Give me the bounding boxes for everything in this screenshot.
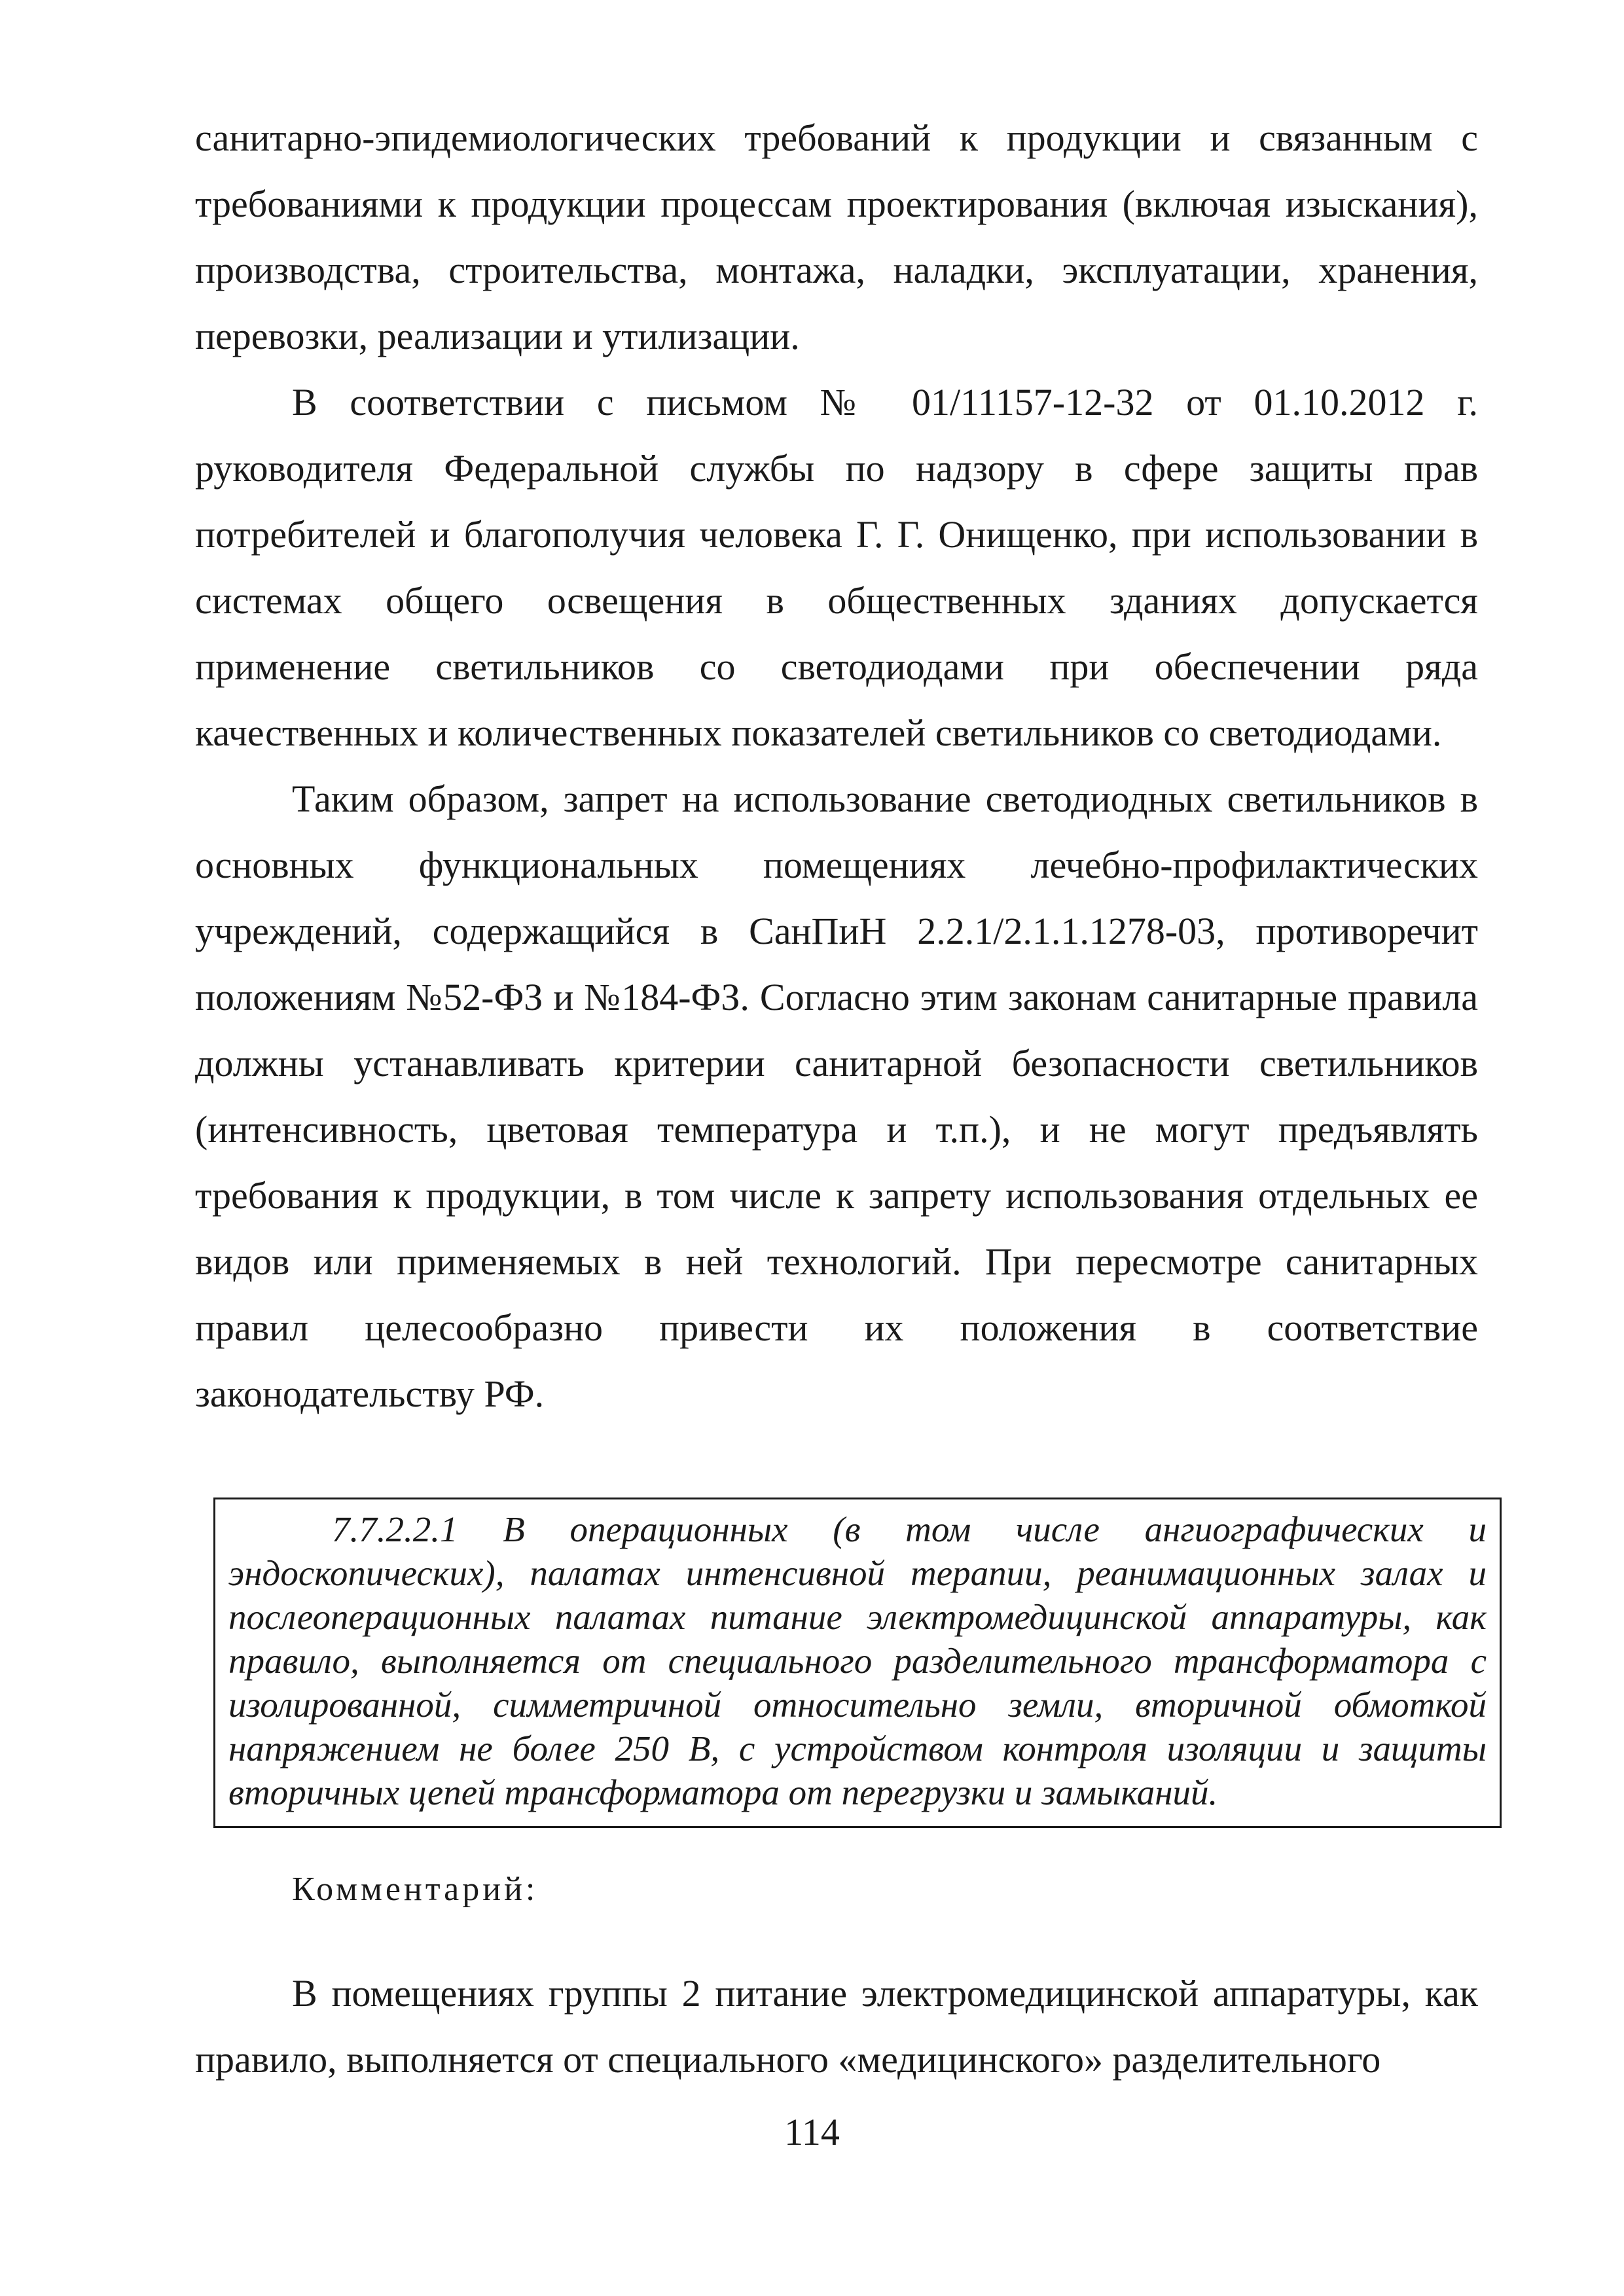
page-content (195, 105, 1487, 2092)
regulation-quote-text: 7.7.2.2.1 В операционных (в том числе ангиографических и эндоскопических), палатах интенсивной терапии, реанимационных залах и послеоперационных палатах питание электромедицинской аппаратуры, как правило, выполняется от специального разделительного трансформатора с изолированной, симметричной относительно земли, вторичной обмоткой напряжением не более 250 В, с устройством контроля изоляции и защиты вторичных цепей трансформатора от перегрузки и замыканий. (228, 1509, 1487, 1812)
paragraph-conclusion: Таким образом, запрет на использование светодиодных светильников в основных функциональных помещениях лечебно-профилактических учреждений, содержащийся в СанПиН 2.2.1/2.1.1.1278-03, противоречит положениям №52-ФЗ и №184-ФЗ. Согласно этим законам санитарные правила должны устанавливать критерии санитарной безопасности светильников (интенсивность, цветовая температура и т.п.), и не могут предъявлять требования к продукции, в том числе к запрету использования отдельных ее видов или применяемых в ней технологий. При пересмотре санитарных правил целесообразно привести их положения в соответствие законодательству РФ. (195, 778, 1478, 1415)
regulation-quote-box (213, 1498, 1502, 1828)
comment-heading: Комментарий: (292, 1871, 539, 1908)
comment-paragraph: В помещениях группы 2 питание электромедицинской аппаратуры, как правило, выполняется от специального «медицинского» разделительного (195, 1972, 1478, 2081)
paragraph-continuation: санитарно-эпидемиологических требований к продукции и связанным с требованиями к продукции процессам проектирования (включая изыскания), производства, строительства, монтажа, наладки, эксплуатации, хранения, перевозки, реализации и утилизации. (195, 117, 1478, 357)
paragraph-letter-reference: В соответствии с письмом № 01/11157-12-32 от 01.10.2012 г. руководителя Федеральной службы по надзору в сфере защиты прав потребителей и благополучия человека Г. Г. Онищенко, при использовании в системах общего освещения в общественных зданиях допускается применение светильников со светодиодами при обеспечении ряда качественных и количественных показателей светильников со светодиодами. (195, 381, 1478, 754)
page-number: 114 (784, 2111, 840, 2153)
